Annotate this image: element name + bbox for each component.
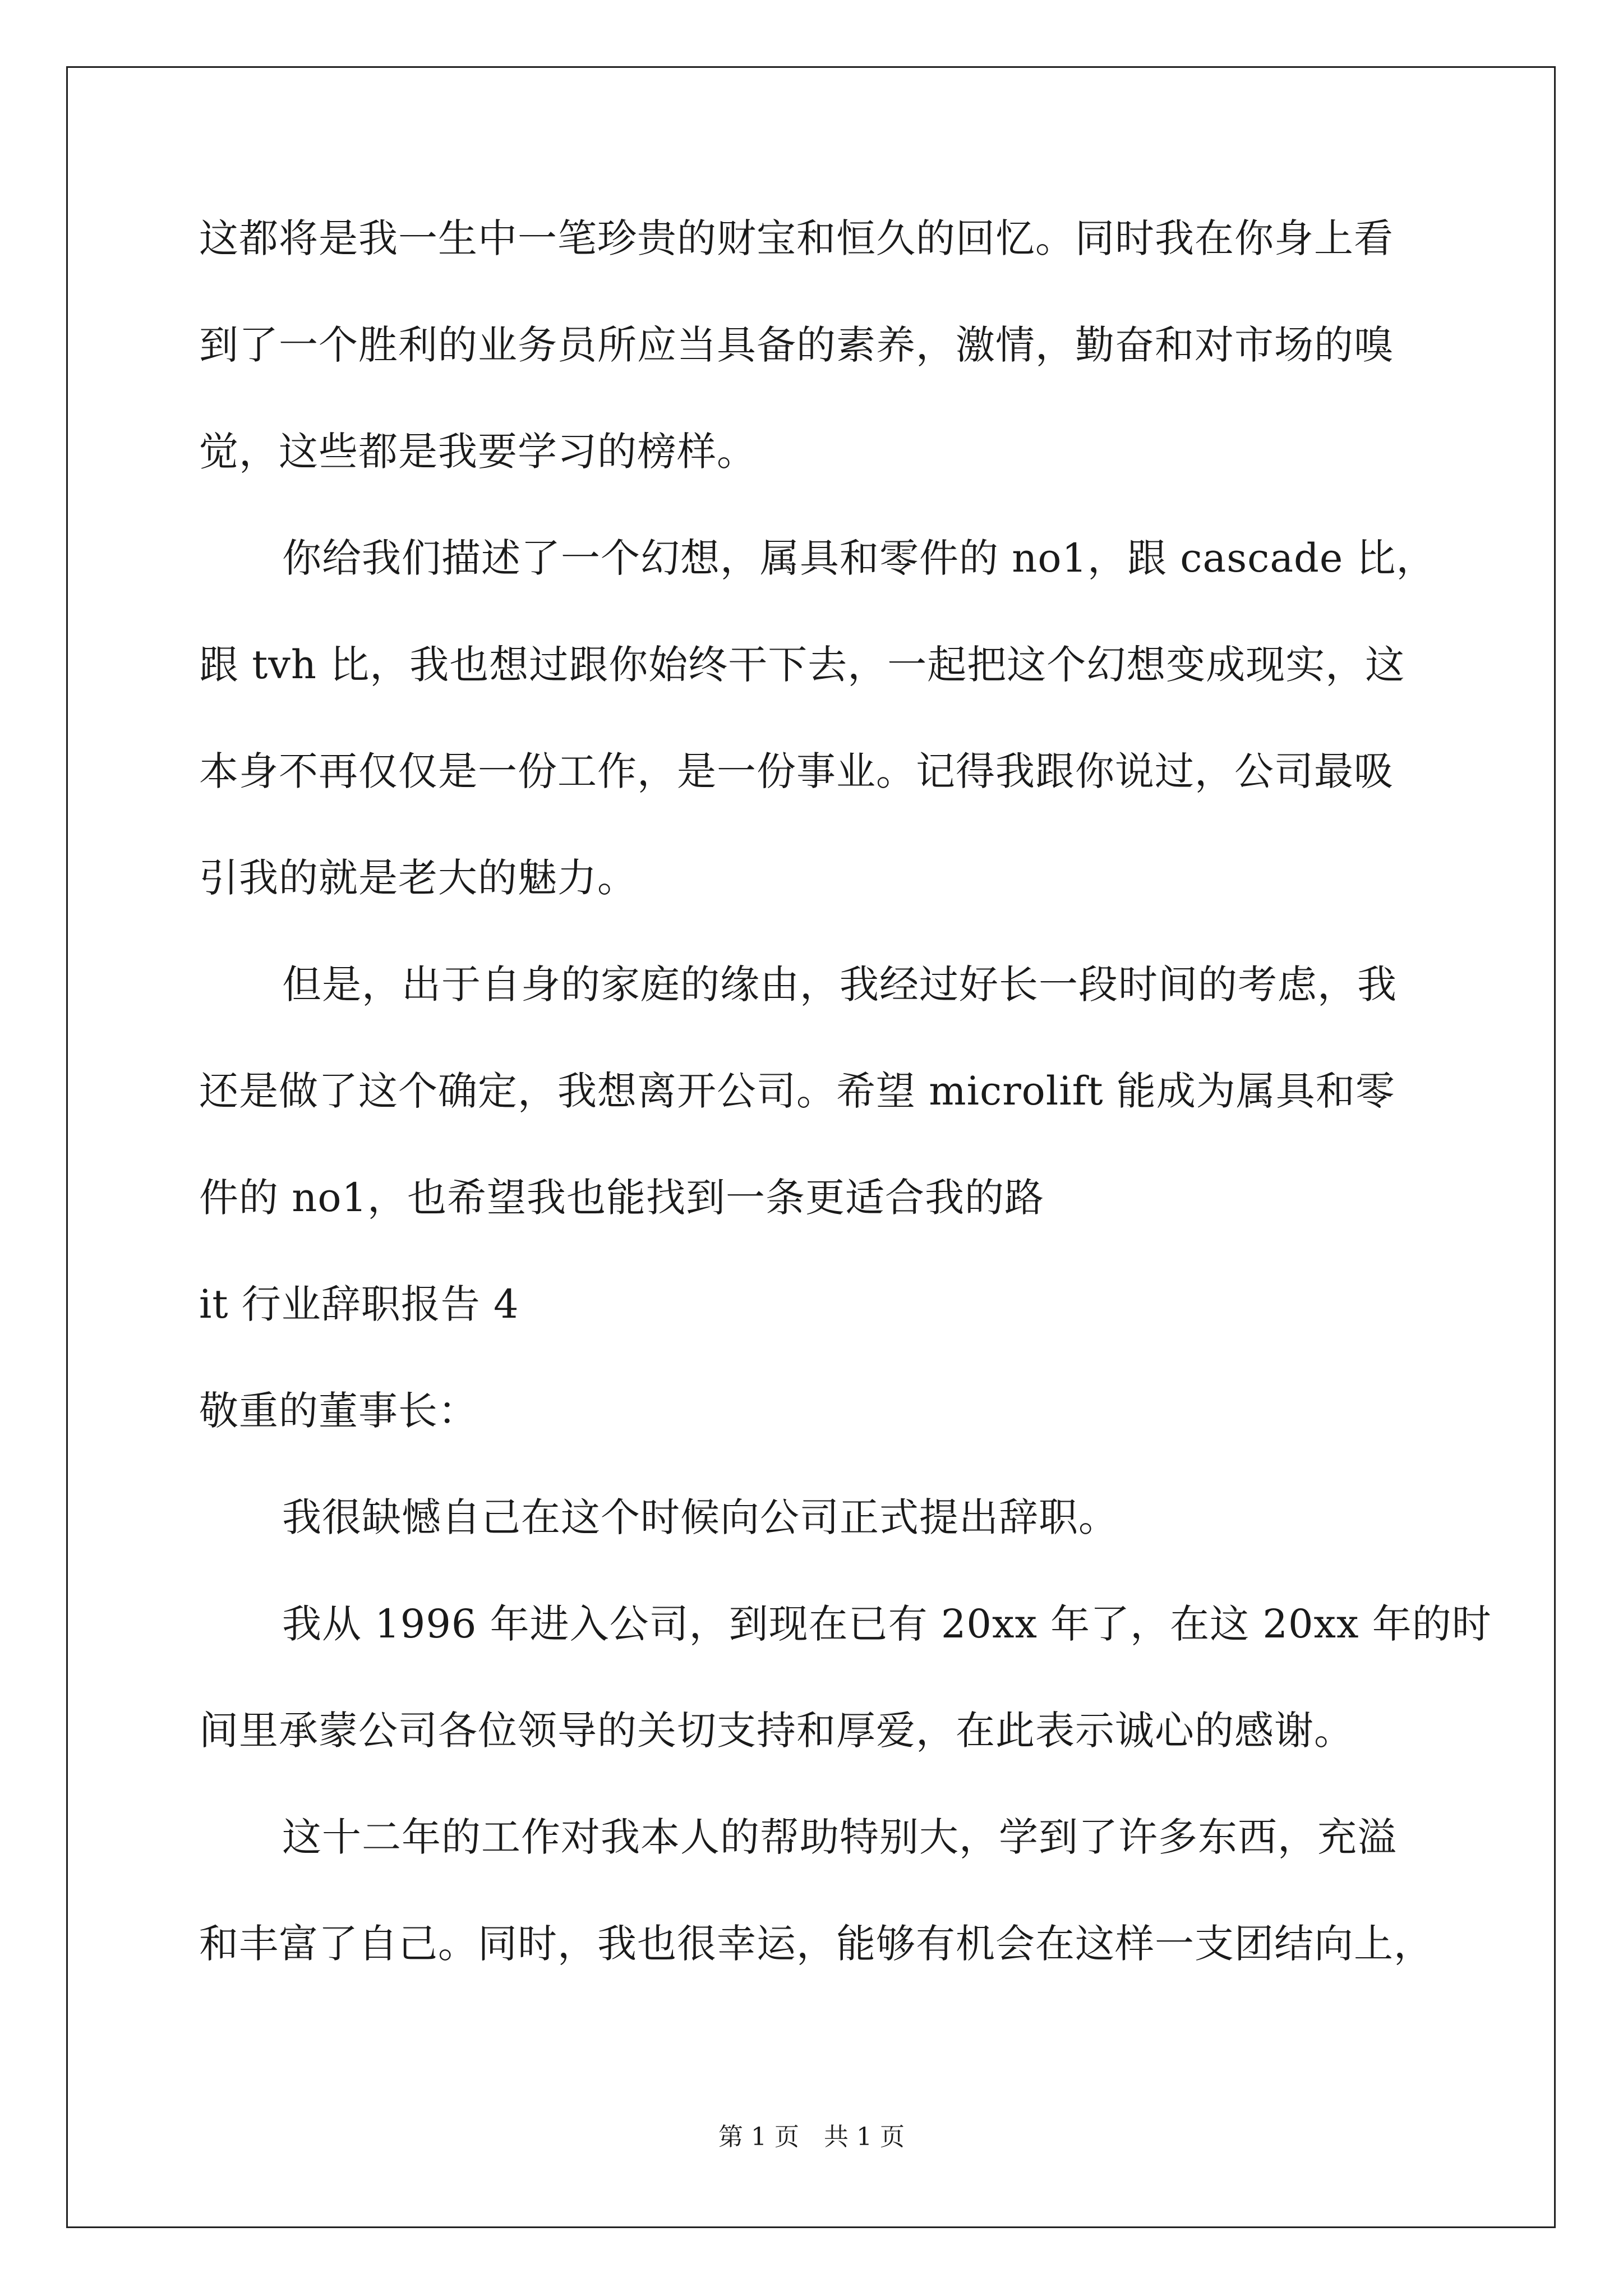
paragraph-start-line: 你给我们描述了一个幻想，属具和零件的 no1，跟 cascade 比，: [282, 535, 1436, 581]
text-line: 和丰富了自己。同时，我也很幸运，能够有机会在这样一支团结向上，: [199, 1921, 1433, 1967]
text-line: 间里承蒙公司各位领导的关切支持和厚爱，在此表示诚心的感谢。: [199, 1708, 1354, 1754]
paragraph-start-line: 但是，出于自身的家庭的缘由，我经过好长一段时间的考虑，我: [282, 961, 1397, 1007]
text-line: 引我的就是老大的魅力。: [199, 855, 637, 901]
page-footer: 第 1 页 共 1 页: [718, 2123, 905, 2151]
text-line: 到了一个胜利的业务员所应当具备的素养，激情，勤奋和对市场的嗅: [199, 322, 1394, 368]
text-line: 觉，这些都是我要学习的榜样。: [199, 429, 757, 475]
text-line: 这都将是我一生中一笔珍贵的财宝和恒久的回忆。同时我在你身上看: [199, 215, 1394, 261]
paragraph-start-line: 这十二年的工作对我本人的帮助特别大，学到了许多东西，充溢: [282, 1814, 1397, 1860]
page-border: [66, 66, 1556, 2228]
text-line: 还是做了这个确定，我想离开公司。希望 microlift 能成为属具和零: [199, 1068, 1395, 1114]
text-line: 件的 no1，也希望我也能找到一条更适合我的路: [199, 1175, 1045, 1221]
salutation: 敬重的董事长：: [199, 1388, 478, 1434]
text-line: 本身不再仅仅是一份工作，是一份事业。记得我跟你说过，公司最吸: [199, 748, 1394, 794]
text-line: 跟 tvh 比，我也想过跟你始终干下去，一起把这个幻想变成现实，这: [199, 642, 1405, 688]
section-heading: it 行业辞职报告 4: [199, 1281, 519, 1327]
paragraph-start-line: 我从 1996 年进入公司，到现在已有 20xx 年了，在这 20xx 年的时: [282, 1601, 1492, 1647]
paragraph-start-line: 我很缺憾自己在这个时候向公司正式提出辞职。: [282, 1494, 1118, 1540]
